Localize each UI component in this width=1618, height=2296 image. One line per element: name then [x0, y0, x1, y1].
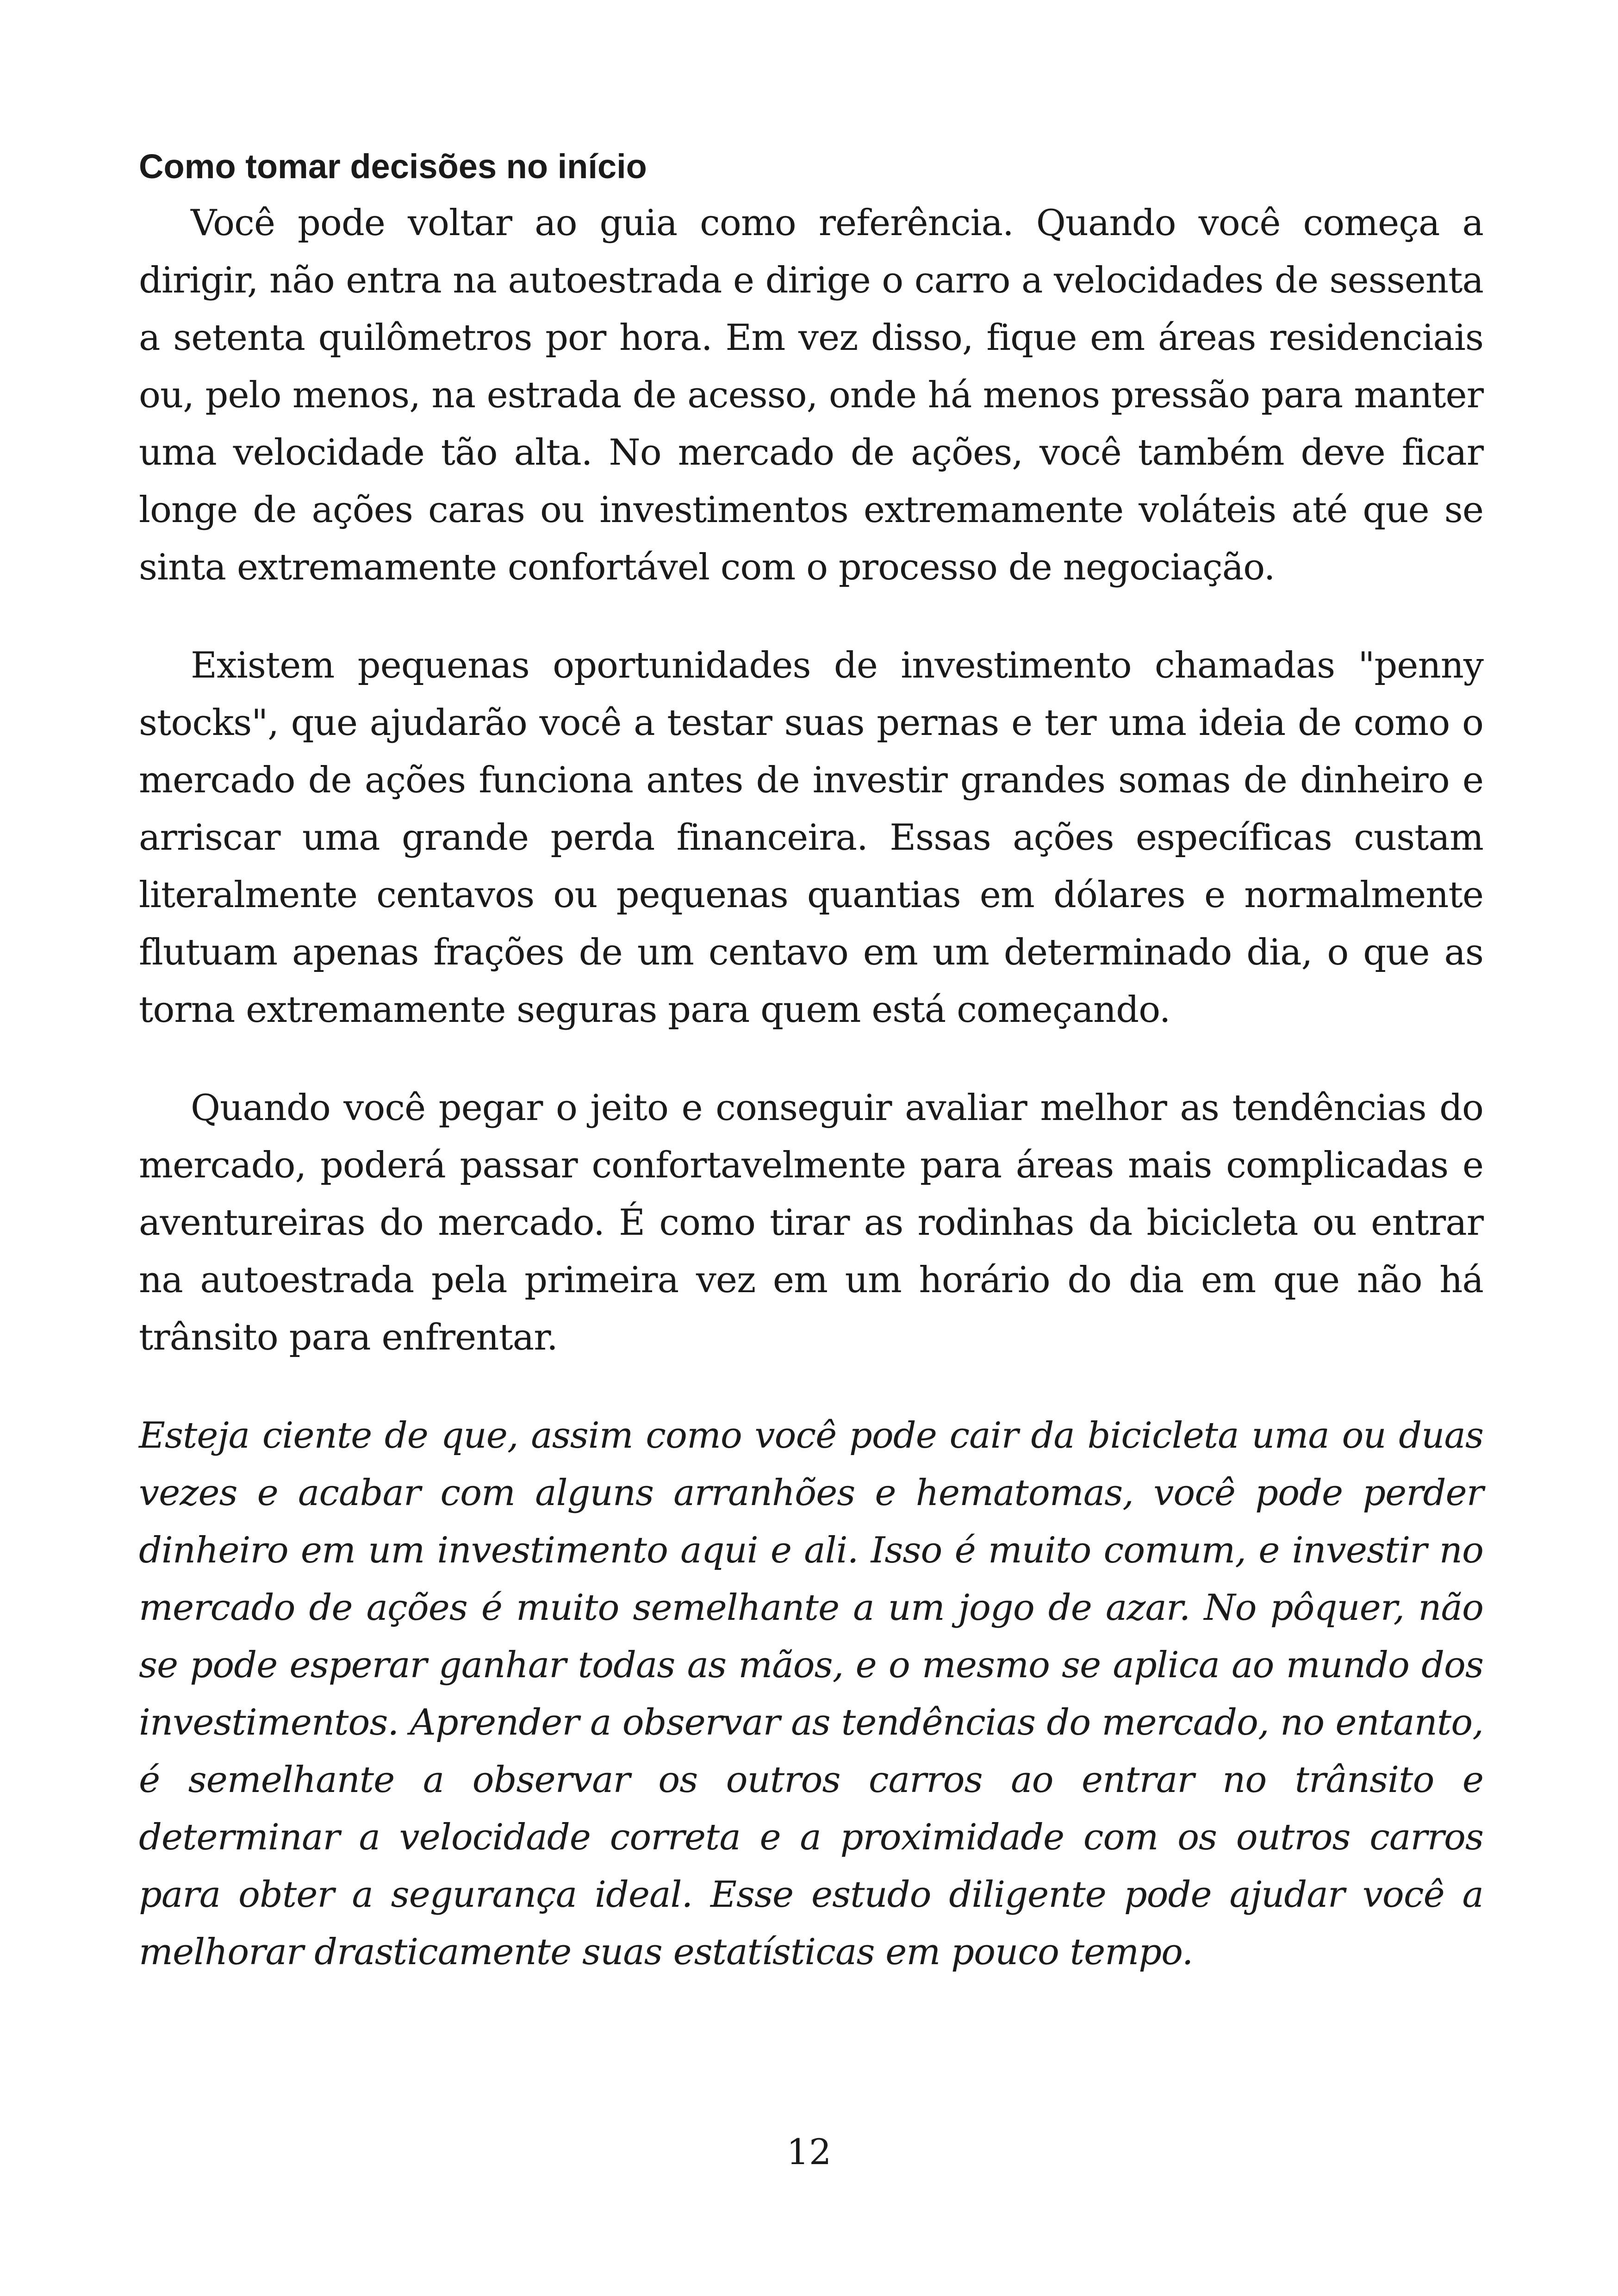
- section-heading: Como tomar decisões no início: [139, 147, 647, 186]
- body-paragraph: Você pode voltar ao guia como referência. Quando você começa a dirigir, não entra na autoestrada e dirige o carro a velocidades de sessenta a setenta quilômetros por hora. Em vez disso, fique em áreas residenciais ou, pelo menos, na estrada de acesso, onde há menos pressão para manter uma velocidade tão alta. No mercado de ações, você também deve ficar longe de ações caras ou investimentos extremamente voláteis até que se sinta extremamente confortável com o processo de negociação.: [139, 202, 1483, 588]
- italic-paragraph: Esteja ciente de que, assim como você pode cair da bicicleta uma ou duas vezes e acabar com alguns arranhões e hematomas, você pode perder dinheiro em um investimento aqui e ali. Isso é muito comum, e investir no mercado de ações é muito semelhante a um jogo de azar. No pôquer, não se pode esperar ganhar todas as mãos, e o mesmo se aplica ao mundo dos investimentos. Aprender a observar as tendências do mercado, no entanto, é semelhante a observar os outros carros ao entrar no trânsito e determinar a velocidade correta e a proximidade com os outros carros para obter a segurança ideal. Esse estudo diligente pode ajudar você a melhorar drasticamente suas estatísticas em pouco tempo.: [139, 1415, 1483, 1973]
- page-number: 12: [786, 2131, 832, 2172]
- body-paragraph: Existem pequenas oportunidades de investimento chamadas "penny stocks", que ajudarão você a testar suas pernas e ter uma ideia de como o mercado de ações funciona antes de investir grandes somas de dinheiro e arriscar uma grande perda financeira. Essas ações específicas custam literalmente centavos ou pequenas quantias em dólares e normalmente flutuam apenas frações de um centavo em um determinado dia, o que as torna extremamente seguras para quem está começando.: [139, 645, 1483, 1031]
- body-paragraph: Quando você pegar o jeito e conseguir avaliar melhor as tendências do mercado, poderá passar confortavelmente para áreas mais complicadas e aventureiras do mercado. É como tirar as rodinhas da bicicleta ou entrar na autoestrada pela primeira vez em um horário do dia em que não há trânsito para enfrentar.: [139, 1087, 1483, 1358]
- page-content: [139, 143, 1483, 2022]
